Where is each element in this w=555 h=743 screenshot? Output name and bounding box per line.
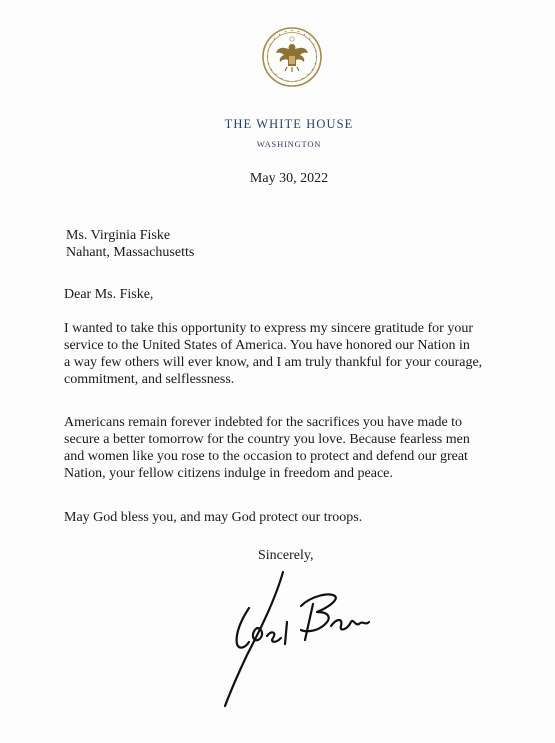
body-line: Americans remain forever indebted for the sacrifices you have made to [64, 415, 463, 430]
letterhead-subtitle: WASHINGTON [256, 139, 322, 149]
body-line: service to the United States of America. You have honored our Nation in [64, 338, 470, 353]
letterhead-title: THE WHITE HOUSE [224, 117, 354, 131]
body-line: May God bless you, and may God protect our troops. [64, 510, 363, 525]
body-line: Nation, your fellow citizens indulge in freedom and peace. [64, 466, 393, 481]
recipient-location: Nahant, Massachusetts [66, 245, 195, 260]
body-line: a way few others will ever know, and I am truly thankful for your courage, [64, 355, 483, 370]
body-line: I wanted to take this opportunity to express my sincere gratitude for your [64, 321, 474, 336]
letter-date: May 30, 2022 [249, 171, 329, 186]
body-line: and women like you rose to the occasion to protect and defend our great [64, 449, 468, 464]
presidential-seal-icon [261, 26, 323, 88]
body-line: secure a better tomorrow for the country you love. Because fearless men [64, 432, 470, 447]
salutation: Dear Ms. Fiske, [64, 287, 154, 302]
closing: Sincerely, [258, 548, 314, 563]
body-line: commitment, and selflessness. [64, 372, 235, 387]
signature [205, 560, 380, 710]
recipient-name: Ms. Virginia Fiske [66, 228, 171, 243]
